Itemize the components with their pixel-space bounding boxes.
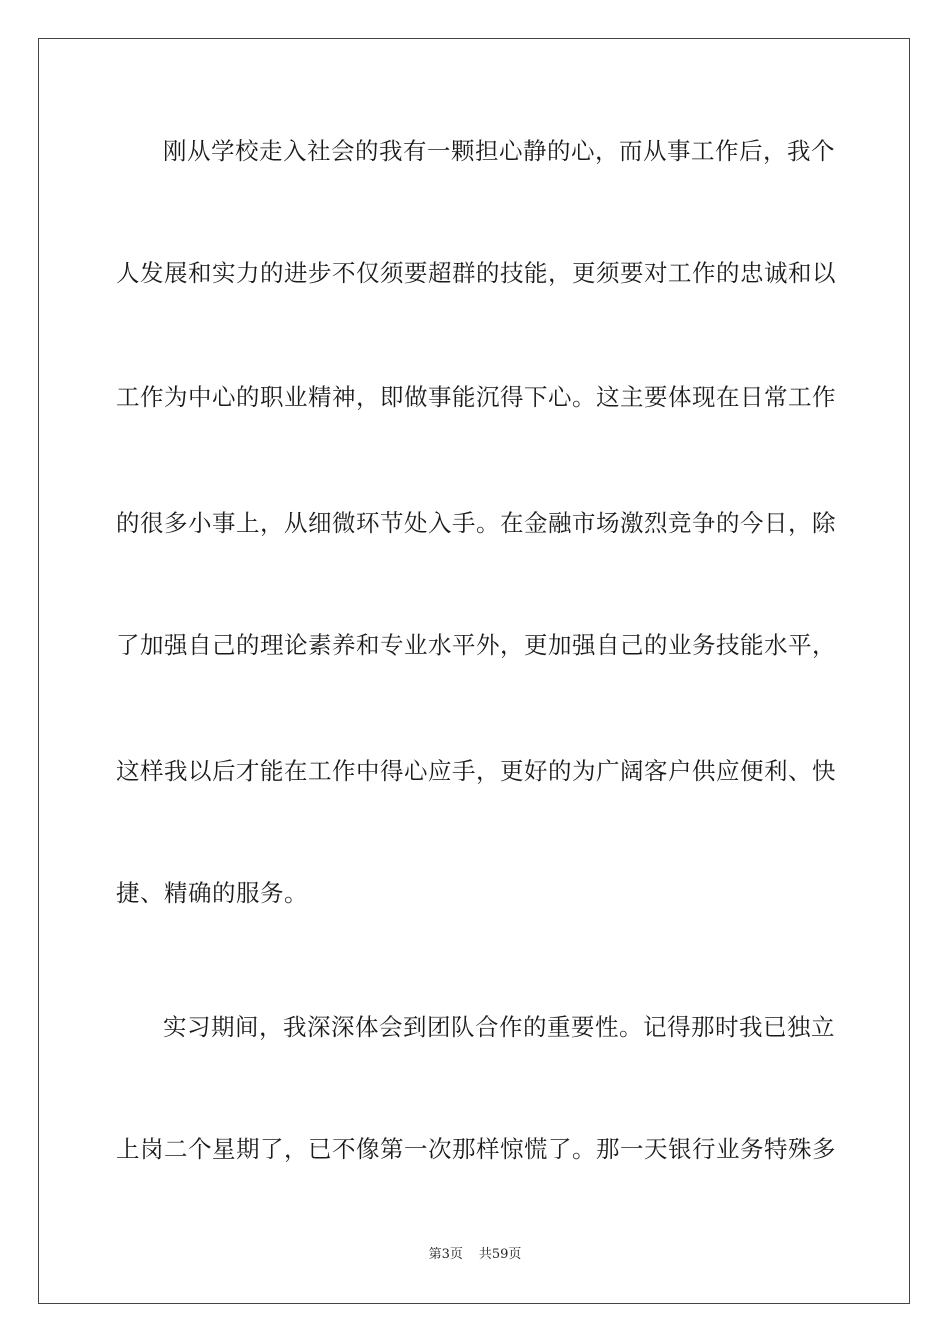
paragraph-1-line-4: 的很多小事上，从细微环节处入手。在金融市场激烈竞争的今日，除 [116,509,836,537]
paragraph-1-line-7: 捷、精确的服务。 [116,879,308,907]
paragraph-1-line-2: 人发展和实力的进步不仅须要超群的技能，更须要对工作的忠诚和以 [116,259,836,287]
paragraph-1-line-1: 刚从学校走入社会的我有一颗担心静的心，而从事工作后，我个 [163,137,835,165]
total-pages-label: 共59页 [478,1247,522,1262]
paragraph-2-line-2: 上岗二个星期了，已不像第一次那样惊慌了。那一天银行业务特殊多 [116,1135,836,1163]
paragraph-1-line-5: 了加强自己的理论素养和专业水平外，更加强自己的业务技能水平， [116,631,836,659]
page-border [38,38,910,1304]
current-page-label: 第3页 [428,1247,463,1262]
paragraph-2-line-1: 实习期间，我深深体会到团队合作的重要性。记得那时我已独立 [163,1013,835,1041]
paragraph-1-line-3: 工作为中心的职业精神，即做事能沉得下心。这主要体现在日常工作 [116,383,836,411]
paragraph-1-line-6: 这样我以后才能在工作中得心应手，更好的为广阔客户供应便利、快 [116,757,836,785]
page-footer [0,1246,950,1264]
